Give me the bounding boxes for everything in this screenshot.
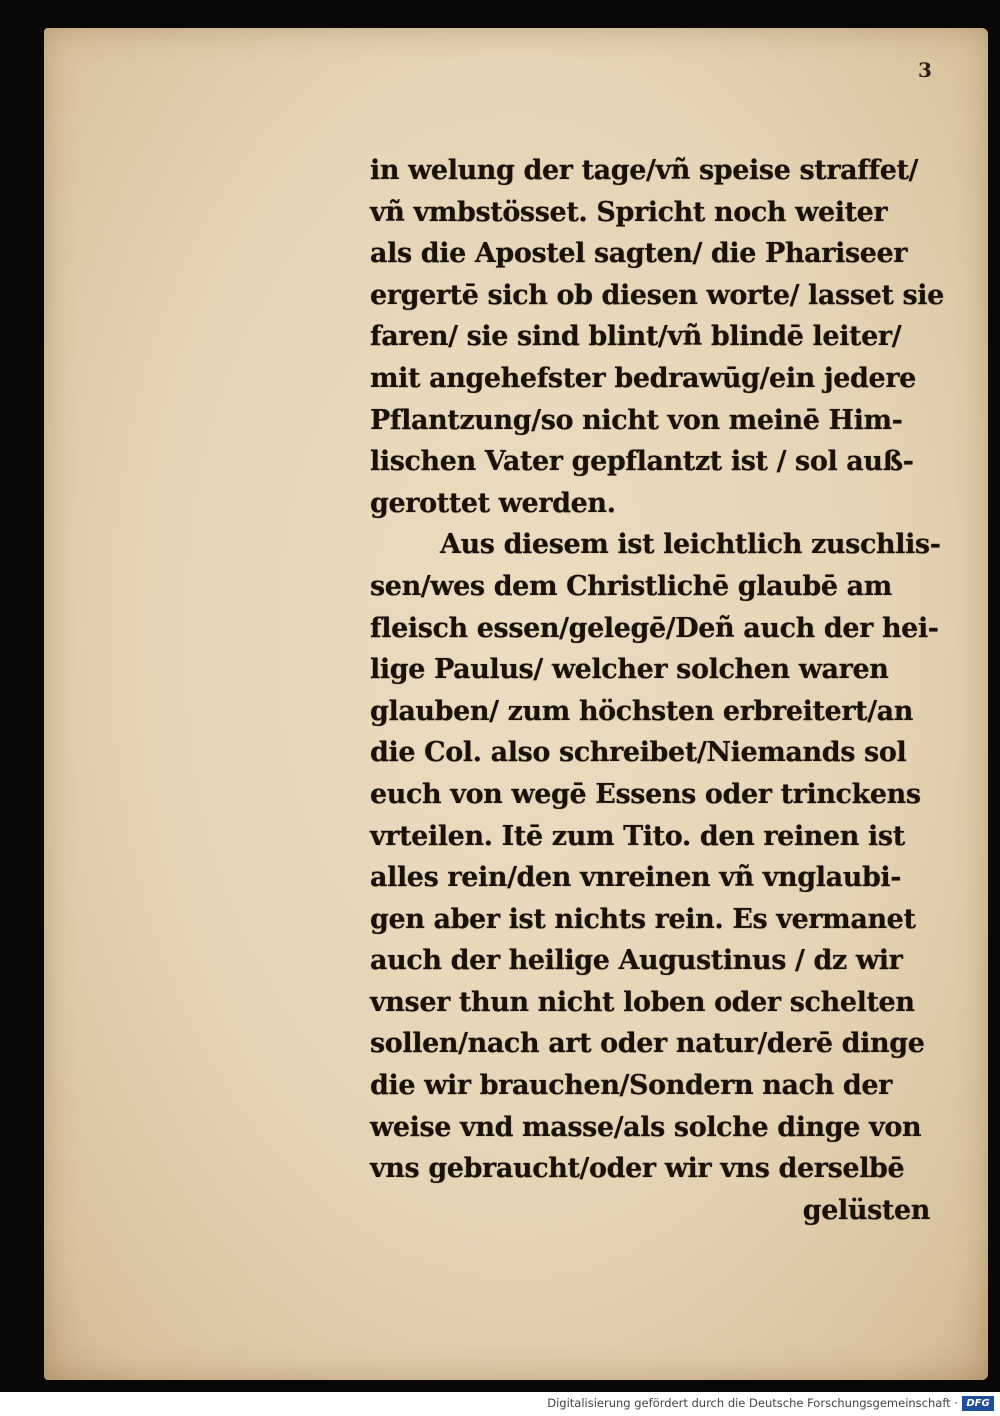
text-line: vnser thun nicht loben oder schelten [370, 986, 915, 1018]
text-line: vns gebraucht/oder wir vns derselbē [370, 1153, 905, 1185]
catchword: gelüsten [802, 1194, 930, 1226]
footer-bar [0, 1392, 1000, 1416]
text-line: fleisch essen/gelegē/Deñ auch der hei- [370, 612, 939, 644]
text-line: faren/ sie sind blint/vñ blindē leiter/ [370, 321, 902, 353]
text-line: mit angehefster bedrawūg/ein jedere [370, 362, 916, 394]
text-line: alles rein/den vnreinen vñ vnglaubi- [370, 862, 902, 894]
text-line: in welung der tage/vñ speise straffet/ [370, 155, 919, 186]
text-line: Aus diesem ist leichtlich zuschlis- [440, 529, 941, 561]
text-line: sollen/nach art oder natur/derē dinge [370, 1028, 925, 1060]
text-line: Pflantzung/so nicht von meinē Him- [370, 404, 903, 436]
text-line: die wir brauchen/Sondern nach der [370, 1070, 892, 1102]
text-line: gen aber ist nichts rein. Es vermanet [370, 903, 916, 935]
text-line: glauben/ zum höchsten erbreitert/an [370, 695, 914, 727]
text-line: die Col. also schreibet/Niemands sol [370, 737, 907, 769]
text-block [370, 150, 950, 1231]
page-mark: 3 [918, 58, 932, 82]
funding-credit: Digitalisierung gefördert durch die Deutsche Forschungsgemeinschaft · [547, 1396, 958, 1410]
text-line: sen/wes dem Christlichē glaubē am [370, 570, 892, 602]
text-line: lige Paulus/ welcher solchen waren [370, 654, 889, 686]
text-line: ergertē sich ob diesen worte/ lasset sie [370, 279, 944, 311]
text-line: als die Apostel sagten/ die Phariseer [370, 238, 908, 270]
text-line: lischen Vater gepflantzt ist / sol auß- [370, 446, 914, 478]
text-line: weise vnd masse/als solche dinge von [370, 1111, 922, 1143]
text-line: auch der heilige Augustinus / dz wir [370, 945, 903, 977]
text-line: euch von wegē Essens oder trinckens [370, 778, 921, 810]
text-line: vñ vmbstösset. Spricht noch weiter [370, 196, 888, 228]
text-line: vrteilen. Itē zum Tito. den reinen ist [370, 820, 905, 852]
dfg-logo: DFG [962, 1396, 994, 1411]
text-line: gerottet werden. [370, 487, 616, 519]
